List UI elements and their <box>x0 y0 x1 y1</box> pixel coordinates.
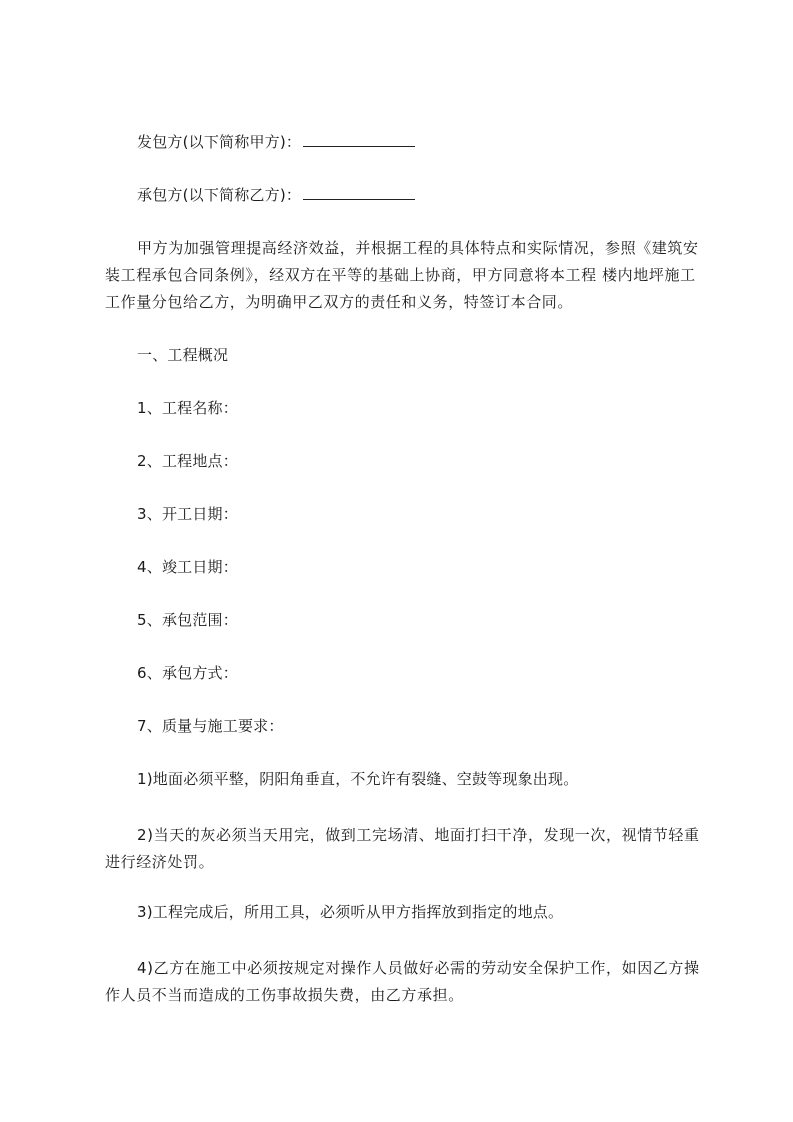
requirement-2: 2)当天的灰必须当天用完，做到工完场清、地面打扫干净，发现一次，视情节轻重进行经济处罚。 <box>105 826 700 871</box>
party-b-line <box>137 185 415 205</box>
item-method: 6、承包方式： <box>137 664 238 682</box>
requirement-1: 1)地面必须平整，阴阳角垂直，不允许有裂缝、空鼓等现象出现。 <box>137 770 579 788</box>
party-b-blank <box>303 185 415 200</box>
item-quality: 7、质量与施工要求： <box>137 717 284 735</box>
party-a-line <box>137 132 415 152</box>
item-project-location: 2、工程地点： <box>137 452 238 470</box>
party-a-label: 发包方(以下简称甲方)： <box>137 133 302 151</box>
party-b-label: 承包方(以下简称乙方)： <box>137 186 302 204</box>
requirement-3: 3)工程完成后，所用工具，必须听从甲方指挥放到指定的地点。 <box>137 903 564 921</box>
section-title: 一、工程概况 <box>137 346 229 364</box>
item-start-date: 3、开工日期： <box>137 505 238 523</box>
intro-paragraph: 甲方为加强管理提高经济效益，并根据工程的具体特点和实际情况，参照《建筑安装工程承包合同条例》，经双方在平等的基础上协商，甲方同意将本工程 楼内地坪施工工作量分包给乙方，为明确甲乙双方的责任和义务，特签订本合同。 <box>105 239 699 311</box>
party-a-blank <box>303 132 415 147</box>
requirement-4: 4)乙方在施工中必须按规定对操作人员做好必需的劳动安全保护工作，如因乙方操作人员不当而造成的工伤事故损失费，由乙方承担。 <box>105 959 700 1004</box>
item-scope: 5、承包范围： <box>137 611 238 629</box>
item-project-name: 1、工程名称： <box>137 399 238 417</box>
item-completion-date: 4、竣工日期： <box>137 558 238 576</box>
